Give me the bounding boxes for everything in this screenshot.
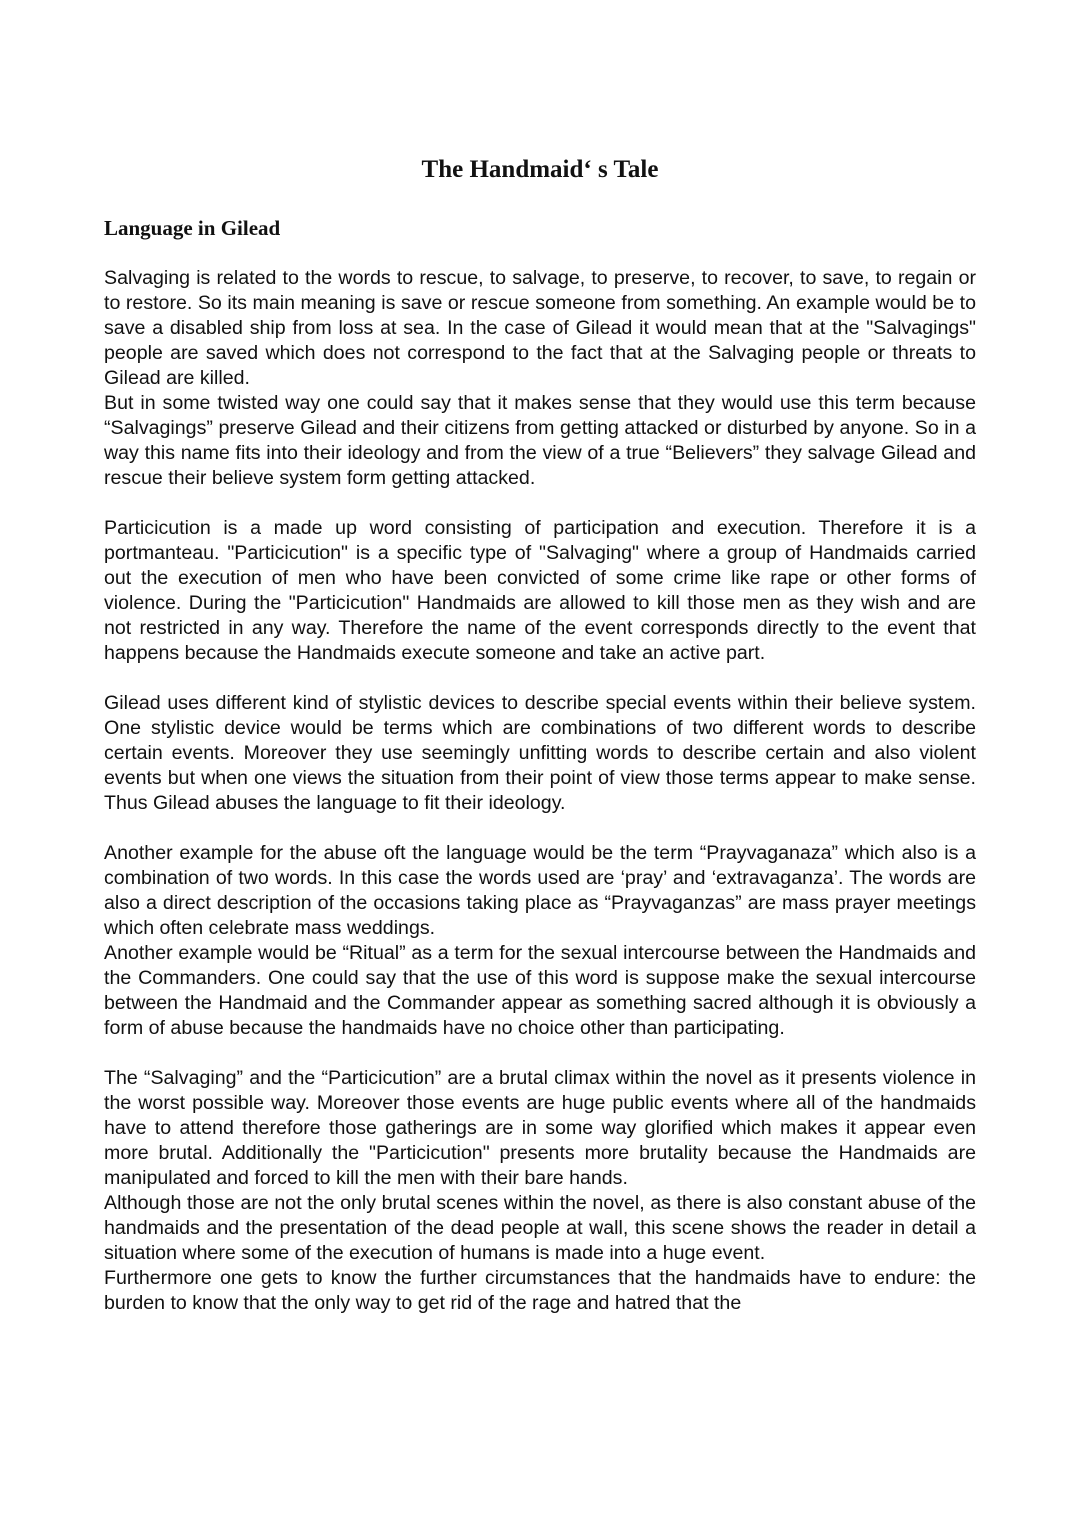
section-heading: Language in Gilead — [104, 216, 281, 240]
paragraph-particicution: Particicution is a made up word consisting of participation and execution. Therefore it is a portmanteau. "Particicution" is a specific type of "Salvaging" where a group of Handmaids carried out the execution of men who have been convicted of some crime like rape or other forms of violence. During the "Particicution" Handmaids are allowed to kill those men as they wish and are not restricted in any way. Therefore the name of the event corresponds directly to the event that happens because the Handmaids execute someone and take an active part. — [104, 517, 976, 664]
paragraph-brutal-climax: The “Salvaging” and the “Particicution” are a brutal climax within the novel as it presents violence in the worst possible way. Moreover those events are huge public events where all of the handmaids have to attend therefore those gatherings are in some way glorified which makes it appear even more brutal. Additionally the "Particicution" presents more brutality because the Handmaids are manipulated and forced to kill the men with their bare hands. — [104, 1067, 976, 1189]
paragraph-ritual: Another example would be “Ritual” as a term for the sexual intercourse between the Handmaids and the Commanders. One could say that the use of this word is suppose make the sexual intercourse between the Handmaid and the Commander appear as something sacred although it is obviously a form of abuse because the handmaids have no choice other than participating. — [104, 942, 976, 1039]
document-body — [104, 266, 976, 1316]
paragraph-stylistic-devices: Gilead uses different kind of stylistic devices to describe special events within their believe system. One stylistic device would be terms which are combinations of two different words to describe certain events. Moreover they use seemingly unfitting words to describe certain and also violent events but when one views the situation from their point of view those terms appear to make sense. Thus Gilead abuses the language to fit their ideology. — [104, 692, 976, 814]
paragraph-prayvaganza: Another example for the abuse oft the language would be the term “Prayvaganaza” which also is a combination of two words. In this case the words used are ‘pray’ and ‘extravaganza’. The words are also a direct description of the occasions taking place as “Prayvaganzas” are mass prayer meetings which often celebrate mass weddings. — [104, 842, 976, 939]
paragraph-other-brutal-scenes: Although those are not the only brutal scenes within the novel, as there is also constant abuse of the handmaids and the presentation of the dead people at wall, this scene shows the reader in detail a situation where some of the execution of humans is made into a huge event. — [104, 1192, 976, 1264]
document-title: The Handmaid‘ s Tale — [421, 156, 659, 183]
paragraph-salvaging-definition: Salvaging is related to the words to rescue, to salvage, to preserve, to recover, to save, to regain or to restore. So its main meaning is save or rescue someone from something. An example would be to save a disabled ship from loss at sea. In the case of Gilead it would mean that at the "Salvagings" people are saved which does not correspond to the fact that at the Salvaging people or threats to Gilead are killed. — [104, 267, 976, 389]
paragraph-salvaging-interpretation: But in some twisted way one could say that it makes sense that they would use this term because “Salvagings” preserve Gilead and their citizens from getting attacked or disturbed by anyone. So in a way this name fits into their ideology and from the view of a true “Believers” they salvage Gilead and rescue their believe system form getting attacked. — [104, 392, 976, 489]
paragraph-further-circumstances: Furthermore one gets to know the further circumstances that the handmaids have to endure: the burden to know that the only way to get rid of the rage and hatred that the — [104, 1267, 976, 1314]
